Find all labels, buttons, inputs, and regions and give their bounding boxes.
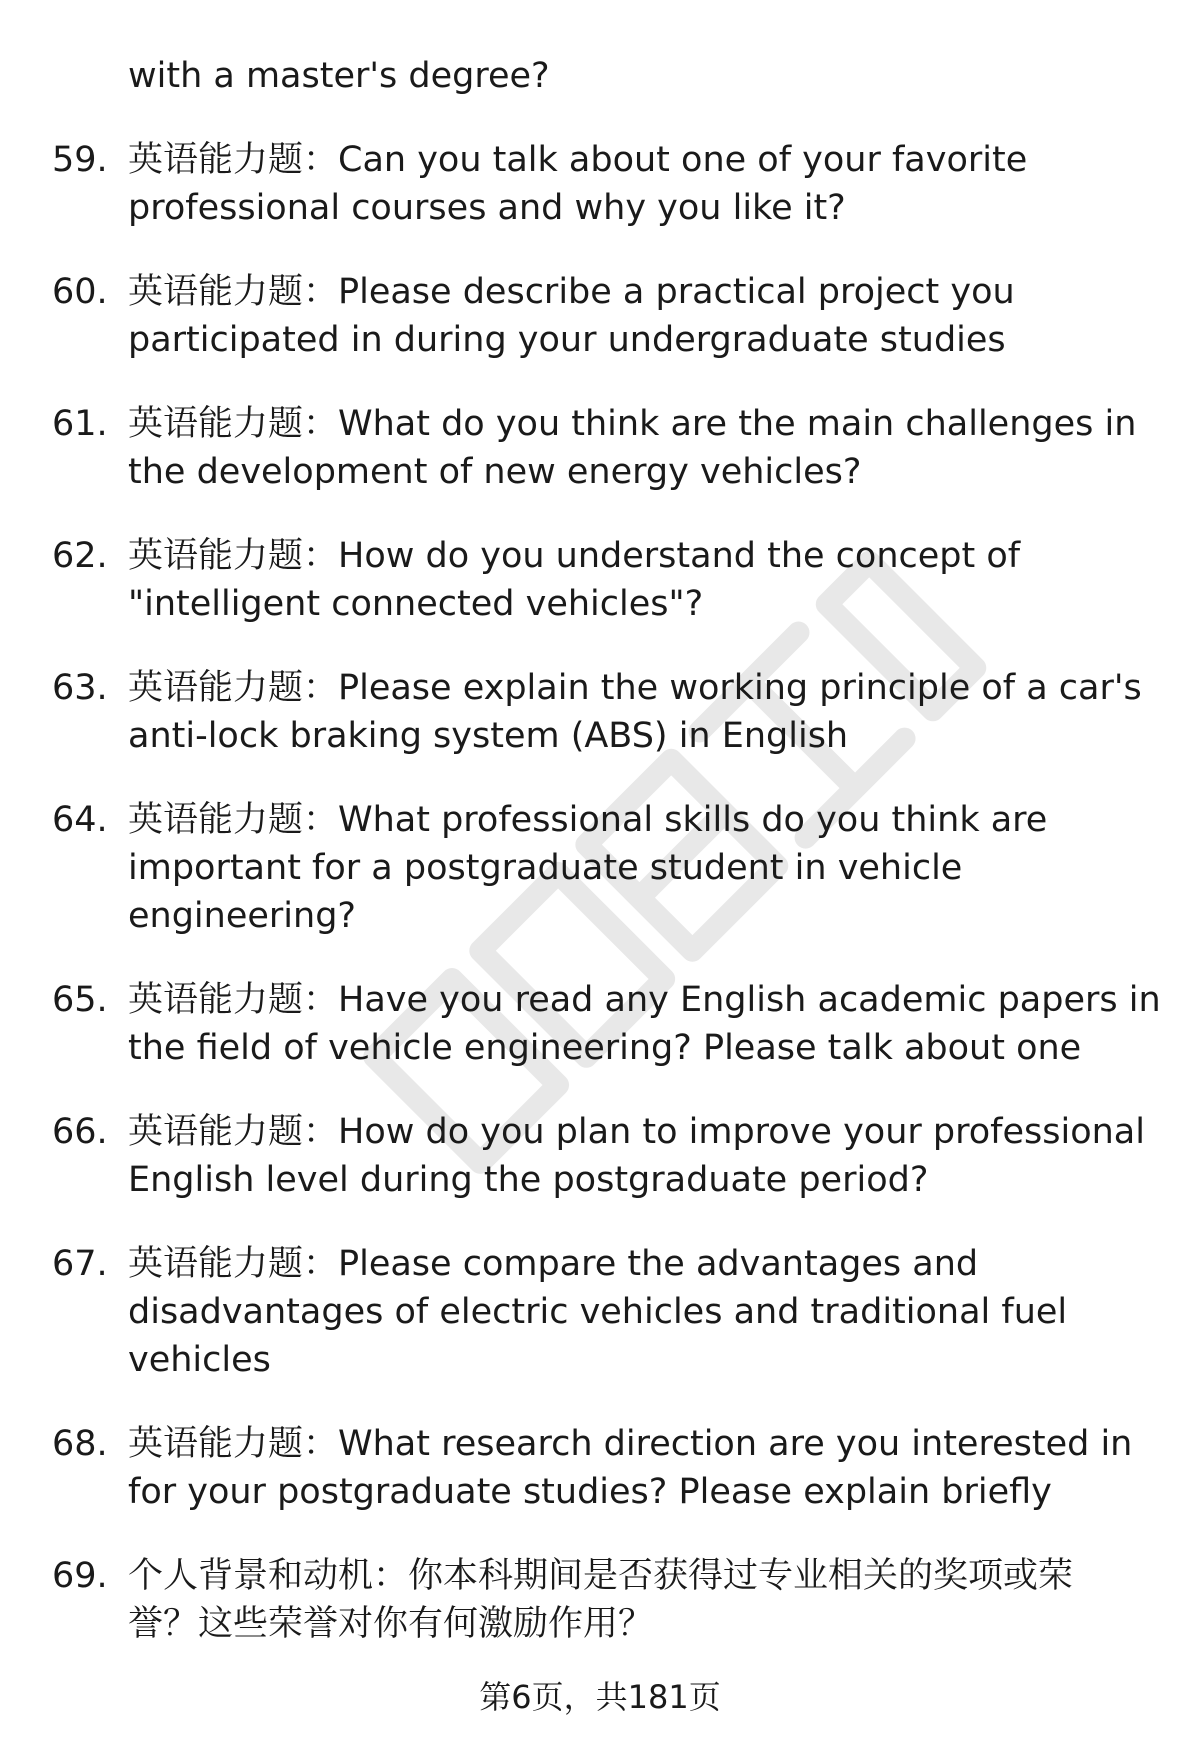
question-item [0, 796, 1200, 940]
continued-line: with a master's degree? [128, 56, 550, 96]
question-text [128, 796, 1153, 940]
question-text-line: 英语能力题：Please compare the advantages and [128, 1244, 979, 1284]
question-number: 61. [52, 404, 108, 444]
question-number: 60. [52, 272, 108, 312]
question-text-line: 英语能力题：Please explain the working principle of a car's [128, 668, 1142, 708]
question-text-line: 英语能力题：How do you plan to improve your professional [128, 1112, 1145, 1152]
question-text [128, 1108, 1153, 1204]
question-text-line: anti-lock braking system (ABS) in English [128, 716, 849, 756]
question-text-line: for your postgraduate studies? Please explain briefly [128, 1472, 1052, 1512]
page-footer: 第6页，共181页 [479, 1678, 721, 1716]
question-text-line: English level during the postgraduate period? [128, 1160, 929, 1200]
question-text [128, 400, 1153, 496]
question-text-line: the development of new energy vehicles? [128, 452, 862, 492]
question-text-line: 誉？这些荣誉对你有何激励作用？ [128, 1604, 654, 1644]
question-text [128, 1240, 1153, 1384]
question-text [128, 268, 1153, 364]
question-text-line: 英语能力题：Can you talk about one of your favorite [128, 140, 1028, 180]
question-number: 66. [52, 1112, 108, 1152]
question-item [0, 136, 1200, 232]
question-item [0, 400, 1200, 496]
question-number: 65. [52, 980, 108, 1020]
question-number: 64. [52, 800, 108, 840]
question-text-line: 英语能力题：How do you understand the concept of [128, 536, 1021, 576]
question-text-line: 个人背景和动机：你本科期间是否获得过专业相关的奖项或荣 [128, 1556, 1074, 1596]
question-list [0, 52, 1200, 1684]
question-item [0, 1108, 1200, 1204]
question-text-line: the field of vehicle engineering? Please talk about one [128, 1028, 1082, 1068]
question-text-line: 英语能力题：What research direction are you interested in [128, 1424, 1133, 1464]
question-text-line: 英语能力题：Have you read any English academic papers in [128, 980, 1161, 1020]
question-item [0, 1552, 1200, 1648]
question-text-line: 英语能力题：What do you think are the main challenges in [128, 404, 1137, 444]
question-text [128, 532, 1153, 628]
question-item [0, 1420, 1200, 1516]
question-number: 69. [52, 1556, 108, 1596]
question-text [128, 1420, 1153, 1516]
question-text [128, 136, 1153, 232]
question-text-line: important for a postgraduate student in vehicle [128, 848, 963, 888]
question-number: 63. [52, 668, 108, 708]
question-number: 59. [52, 140, 108, 180]
question-item [0, 532, 1200, 628]
question-item [0, 664, 1200, 760]
question-item [0, 976, 1200, 1072]
question-number: 62. [52, 536, 108, 576]
question-text-line: professional courses and why you like it? [128, 188, 846, 228]
question-text [128, 1552, 1153, 1648]
question-text-line: 英语能力题：What professional skills do you think are [128, 800, 1048, 840]
question-item [0, 268, 1200, 364]
question-text-line: disadvantages of electric vehicles and traditional fuel [128, 1292, 1068, 1332]
question-number: 67. [52, 1244, 108, 1284]
question-item [0, 1240, 1200, 1384]
question-text [128, 664, 1153, 760]
question-number: 68. [52, 1424, 108, 1464]
question-text-line: "intelligent connected vehicles"? [128, 584, 704, 624]
question-text-line: engineering? [128, 896, 356, 936]
question-text-line: 英语能力题：Please describe a practical project you [128, 272, 1015, 312]
question-text-line: participated in during your undergraduate studies [128, 320, 1006, 360]
question-text [128, 976, 1161, 1072]
question-text-line: vehicles [128, 1340, 271, 1380]
